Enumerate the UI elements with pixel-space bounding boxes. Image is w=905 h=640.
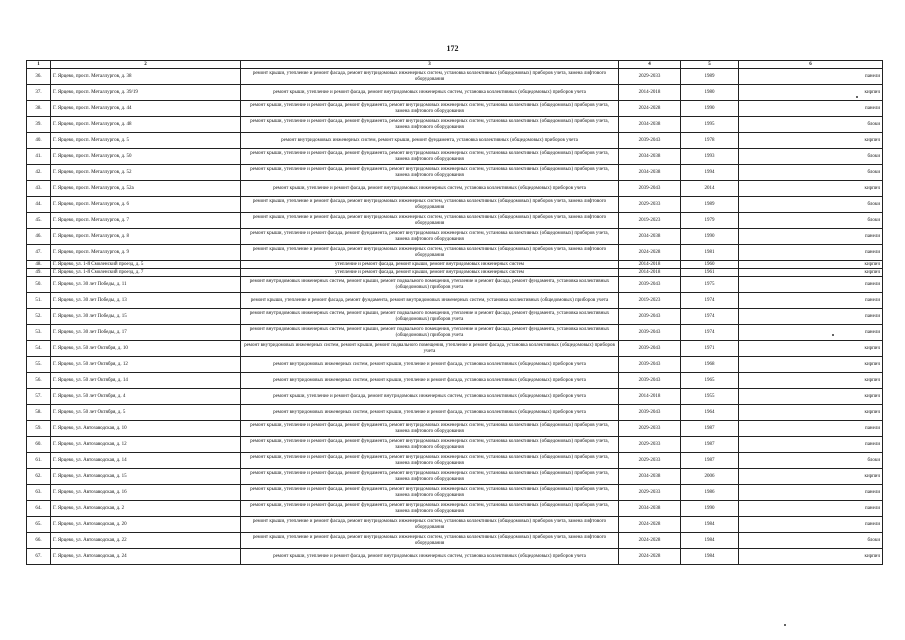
row-address: Г. Ярцево, ул. 30 лет Победы, д. 15	[51, 309, 241, 325]
row-works: ремонт внутридомовых инженерных систем, ремонт крыши, ремонт подвального помещения, утепление и ремонт фасада, ремонт фундамента, установка коллективных (общедомовых) приборов учета	[241, 325, 619, 341]
row-works: ремонт крыши, утепление и ремонт фасада, ремонт внутридомовых инженерных систем, установка коллективных (общедомовых) приборов учета	[241, 389, 619, 405]
row-number: 47.	[27, 245, 51, 261]
row-year: 1978	[681, 133, 739, 149]
row-year: 1987	[681, 453, 739, 469]
row-material: панели	[739, 245, 883, 261]
row-year: 1968	[681, 357, 739, 373]
row-year: 1989	[681, 197, 739, 213]
row-period: 2039-2043	[619, 325, 681, 341]
row-works: ремонт крыши, утепление и ремонт фасада, ремонт внутридомовых инженерных систем, установка коллективных (общедомовых) приборов учета, замена лифтового оборудования	[241, 197, 619, 213]
row-year: 1979	[681, 213, 739, 229]
row-material: кирпич	[739, 469, 883, 485]
row-material: блоки	[739, 149, 883, 165]
row-material: кирпич	[739, 357, 883, 373]
row-period: 2019-2023	[619, 213, 681, 229]
row-period: 2039-2043	[619, 133, 681, 149]
row-period: 2019-2023	[619, 293, 681, 309]
row-year: 1981	[681, 245, 739, 261]
table-row	[27, 277, 883, 293]
row-number: 46.	[27, 229, 51, 245]
row-year: 2006	[681, 469, 739, 485]
row-number: 60.	[27, 437, 51, 453]
table-row	[27, 261, 883, 269]
row-material: кирпич	[739, 389, 883, 405]
table-row	[27, 373, 883, 389]
row-material: панели	[739, 437, 883, 453]
row-year: 2014	[681, 181, 739, 197]
row-number: 67.	[27, 549, 51, 565]
row-period: 2024-2028	[619, 517, 681, 533]
row-number: 39.	[27, 117, 51, 133]
row-year: 1975	[681, 277, 739, 293]
row-works: ремонт внутридомовых инженерных систем, ремонт крыши, ремонт подвального помещения, утепление и ремонт фасада, установка коллективных (общедомовых) приборов учета	[241, 341, 619, 357]
row-material: панели	[739, 229, 883, 245]
row-address: Г. Ярцево, ул. 30 лет Победы, д. 17	[51, 325, 241, 341]
row-year: 1974	[681, 309, 739, 325]
row-material: кирпич	[739, 261, 883, 269]
row-address: Г. Ярцево, просп. Металлургов, д. 52а	[51, 181, 241, 197]
row-number: 42.	[27, 165, 51, 181]
row-period: 2034-2038	[619, 501, 681, 517]
row-works: ремонт крыши, утепление и ремонт фасада, ремонт внутридомовых инженерных систем, установка коллективных (общедомовых) приборов учета, замена лифтового оборудования	[241, 533, 619, 549]
row-address: Г. Ярцево, просп. Металлургов, д. 38	[51, 69, 241, 85]
table-row	[27, 485, 883, 501]
row-year: 1990	[681, 101, 739, 117]
row-address: Г. Ярцево, ул. 30 лет Победы, д. 13	[51, 293, 241, 309]
row-material: панели	[739, 485, 883, 501]
scan-speck	[784, 624, 786, 626]
column-number: 2	[51, 61, 241, 69]
row-works: ремонт крыши, утепление и ремонт фасада, ремонт внутридомовых инженерных систем, установка коллективных (общедомовых) приборов учета, замена лифтового оборудования	[241, 69, 619, 85]
row-year: 1994	[681, 165, 739, 181]
table-row	[27, 501, 883, 517]
row-address: Г. Ярцево, ул. Автозаводская, д. 10	[51, 421, 241, 437]
table-row	[27, 101, 883, 117]
row-works: ремонт крыши, утепление и ремонт фасада, ремонт фундамента, ремонт внутридомовых инженерных систем, установка коллективных (общедомовых) приборов учета, замена лифтового оборудования	[241, 469, 619, 485]
row-works: ремонт крыши, утепление и ремонт фасада, ремонт внутридомовых инженерных систем, установка коллективных (общедомовых) приборов учета	[241, 85, 619, 101]
row-material: панели	[739, 69, 883, 85]
row-year: 1989	[681, 69, 739, 85]
row-works: ремонт внутридомовых инженерных систем, ремонт крыши, утепление и ремонт фасада, установка коллективных (общедомовых) приборов учета	[241, 405, 619, 421]
row-address: Г. Ярцево, ул. 50 лет Октября, д. 10	[51, 341, 241, 357]
row-number: 48.	[27, 261, 51, 269]
table-body	[27, 61, 883, 565]
row-works: ремонт крыши, утепление и ремонт фасада, ремонт фундамента, ремонт внутридомовых инженерных систем, установка коллективных (общедомовых) приборов учета, замена лифтового оборудования	[241, 165, 619, 181]
table-row	[27, 149, 883, 165]
row-works: ремонт крыши, утепление и ремонт фасада, ремонт внутридомовых инженерных систем, установка коллективных (общедомовых) приборов учета	[241, 549, 619, 565]
row-year: 1984	[681, 533, 739, 549]
row-address: Г. Ярцево, просп. Металлургов, д. 39/19	[51, 85, 241, 101]
row-period: 2034-2038	[619, 229, 681, 245]
row-period: 2029-2033	[619, 437, 681, 453]
row-address: Г. Ярцево, ул. 50 лет Октября, д. 12	[51, 357, 241, 373]
row-works: ремонт крыши, утепление и ремонт фасада, ремонт фундамента, ремонт внутридомовых инженерных систем, установка коллективных (общедомовых) приборов учета, замена лифтового оборудования	[241, 453, 619, 469]
row-works: ремонт крыши, утепление и ремонт фасада, ремонт фундамента, ремонт внутридомовых инженерных систем, установка коллективных (общедомовых) приборов учета, замена лифтового оборудования	[241, 117, 619, 133]
row-period: 2029-2033	[619, 421, 681, 437]
row-address: Г. Ярцево, ул. 50 лет Октября, д. 5	[51, 405, 241, 421]
row-address: Г. Ярцево, ул. 30 лет Победы, д. 11	[51, 277, 241, 293]
table-row	[27, 437, 883, 453]
row-period: 2039-2043	[619, 373, 681, 389]
row-number: 59.	[27, 421, 51, 437]
row-period: 2024-2028	[619, 533, 681, 549]
table-row	[27, 269, 883, 277]
page-number: 172	[446, 44, 459, 53]
row-material: кирпич	[739, 373, 883, 389]
row-number: 44.	[27, 197, 51, 213]
row-material: панели	[739, 421, 883, 437]
row-material: панели	[739, 517, 883, 533]
row-address: Г. Ярцево, ул. 1-й Смоленский проезд, д. 5	[51, 261, 241, 269]
row-year: 1964	[681, 405, 739, 421]
row-address: Г. Ярцево, просп. Металлургов, д. 9	[51, 245, 241, 261]
row-works: утепление и ремонт фасада, ремонт крыши, ремонт внутридомовых инженерных систем	[241, 261, 619, 269]
row-number: 49.	[27, 269, 51, 277]
row-works: ремонт крыши, утепление и ремонт фасада, ремонт фундамента, ремонт внутридомовых инженерных систем, установка коллективных (общедомовых) приборов учета, замена лифтового оборудования	[241, 149, 619, 165]
row-period: 2034-2038	[619, 469, 681, 485]
row-period: 2039-2043	[619, 357, 681, 373]
row-period: 2029-2033	[619, 69, 681, 85]
row-period: 2039-2043	[619, 341, 681, 357]
row-material: блоки	[739, 165, 883, 181]
row-address: Г. Ярцево, просп. Металлургов, д. 6	[51, 197, 241, 213]
row-period: 2039-2043	[619, 309, 681, 325]
row-period: 2024-2028	[619, 245, 681, 261]
table-row	[27, 85, 883, 101]
table-row	[27, 341, 883, 357]
row-address: Г. Ярцево, ул. Автозаводская, д. 2	[51, 501, 241, 517]
row-year: 1995	[681, 117, 739, 133]
row-works: ремонт крыши, утепление и ремонт фасада, ремонт фундамента, ремонт внутридомовых инженерных систем, установка коллективных (общедомовых) приборов учета, замена лифтового оборудования	[241, 421, 619, 437]
row-period: 2029-2033	[619, 197, 681, 213]
row-address: Г. Ярцево, ул. Автозаводская, д. 15	[51, 469, 241, 485]
row-number: 43.	[27, 181, 51, 197]
row-number: 64.	[27, 501, 51, 517]
table-row	[27, 229, 883, 245]
row-number: 38.	[27, 101, 51, 117]
table-row	[27, 197, 883, 213]
row-address: Г. Ярцево, просп. Металлургов, д. 5	[51, 133, 241, 149]
row-material: блоки	[739, 117, 883, 133]
table-row	[27, 357, 883, 373]
row-year: 1974	[681, 325, 739, 341]
row-year: 1984	[681, 549, 739, 565]
row-address: Г. Ярцево, ул. Автозаводская, д. 14	[51, 453, 241, 469]
row-number: 61.	[27, 453, 51, 469]
row-address: Г. Ярцево, просп. Металлургов, д. 8	[51, 229, 241, 245]
row-works: ремонт крыши, утепление и ремонт фасада, ремонт внутридомовых инженерных систем, установка коллективных (общедомовых) приборов учета, замена лифтового оборудования	[241, 245, 619, 261]
row-period: 2029-2033	[619, 485, 681, 501]
row-period: 2024-2028	[619, 101, 681, 117]
row-number: 40.	[27, 133, 51, 149]
row-material: кирпич	[739, 85, 883, 101]
row-number: 52.	[27, 309, 51, 325]
row-number: 51.	[27, 293, 51, 309]
row-works: ремонт крыши, утепление и ремонт фасада, ремонт фундамента, ремонт внутридомовых инженерных систем, установка коллективных (общедомовых) приборов учета	[241, 293, 619, 309]
row-material: панели	[739, 325, 883, 341]
row-material: кирпич	[739, 181, 883, 197]
row-number: 63.	[27, 485, 51, 501]
row-period: 2014-2018	[619, 389, 681, 405]
row-number: 58.	[27, 405, 51, 421]
row-year: 1960	[681, 261, 739, 269]
row-year: 1993	[681, 149, 739, 165]
row-material: кирпич	[739, 405, 883, 421]
row-address: Г. Ярцево, просп. Металлургов, д. 7	[51, 213, 241, 229]
row-address: Г. Ярцево, ул. 1-й Смоленский проезд, д. 7	[51, 269, 241, 277]
row-period: 2014-2018	[619, 85, 681, 101]
table-row	[27, 533, 883, 549]
column-number: 6	[739, 61, 883, 69]
row-period: 2024-2028	[619, 549, 681, 565]
row-year: 1990	[681, 229, 739, 245]
row-number: 54.	[27, 341, 51, 357]
table-row	[27, 309, 883, 325]
row-material: блоки	[739, 213, 883, 229]
table-row	[27, 517, 883, 533]
row-number: 55.	[27, 357, 51, 373]
scan-speck	[856, 96, 858, 98]
row-material: панели	[739, 293, 883, 309]
column-number: 1	[27, 61, 51, 69]
row-works: ремонт крыши, утепление и ремонт фасада, ремонт внутридомовых инженерных систем, установка коллективных (общедомовых) приборов учета, замена лифтового оборудования	[241, 517, 619, 533]
row-period: 2034-2038	[619, 165, 681, 181]
table-row	[27, 293, 883, 309]
row-period: 2034-2038	[619, 149, 681, 165]
row-material: панели	[739, 309, 883, 325]
table-row	[27, 69, 883, 85]
row-works: ремонт крыши, утепление и ремонт фасада, ремонт фундамента, ремонт внутридомовых инженерных систем, установка коллективных (общедомовых) приборов учета, замена лифтового оборудования	[241, 101, 619, 117]
row-number: 41.	[27, 149, 51, 165]
row-number: 56.	[27, 373, 51, 389]
row-works: ремонт внутридомовых инженерных систем, ремонт крыши, ремонт подвального помещения, утепление и ремонт фасада, ремонт фундамента, установка коллективных (общедомовых) приборов учета	[241, 309, 619, 325]
row-address: Г. Ярцево, ул. Автозаводская, д. 20	[51, 517, 241, 533]
table-row	[27, 549, 883, 565]
row-year: 1987	[681, 421, 739, 437]
buildings-table	[26, 60, 883, 565]
row-works: ремонт внутридомовых инженерных систем, ремонт крыши, утепление и ремонт фасада, установка коллективных (общедомовых) приборов учета	[241, 357, 619, 373]
row-period: 2034-2038	[619, 117, 681, 133]
row-year: 1987	[681, 437, 739, 453]
column-number: 5	[681, 61, 739, 69]
row-year: 1971	[681, 341, 739, 357]
row-year: 1965	[681, 373, 739, 389]
row-address: Г. Ярцево, ул. 50 лет Октября, д. 4	[51, 389, 241, 405]
table-row	[27, 405, 883, 421]
row-works: ремонт крыши, утепление и ремонт фасада, ремонт фундамента, ремонт внутридомовых инженерных систем, установка коллективных (общедомовых) приборов учета, замена лифтового оборудования	[241, 437, 619, 453]
row-period: 2039-2043	[619, 405, 681, 421]
row-period: 2014-2018	[619, 269, 681, 277]
row-number: 37.	[27, 85, 51, 101]
row-material: кирпич	[739, 549, 883, 565]
row-material: панели	[739, 277, 883, 293]
row-number: 50.	[27, 277, 51, 293]
column-number: 4	[619, 61, 681, 69]
row-address: Г. Ярцево, просп. Металлургов, д. 48	[51, 117, 241, 133]
row-material: блоки	[739, 197, 883, 213]
table-row	[27, 165, 883, 181]
row-address: Г. Ярцево, ул. 50 лет Октября, д. 14	[51, 373, 241, 389]
row-year: 1990	[681, 501, 739, 517]
table-row	[27, 469, 883, 485]
row-works: ремонт крыши, утепление и ремонт фасада, ремонт фундамента, ремонт внутридомовых инженерных систем, установка коллективных (общедомовых) приборов учета, замена лифтового оборудования	[241, 485, 619, 501]
row-material: панели	[739, 501, 883, 517]
row-material: кирпич	[739, 269, 883, 277]
row-year: 1980	[681, 85, 739, 101]
row-material: панели	[739, 101, 883, 117]
row-number: 66.	[27, 533, 51, 549]
row-number: 36.	[27, 69, 51, 85]
row-works: ремонт внутридомовых инженерных систем, ремонт крыши, ремонт подвального помещения, утепление и ремонт фасада, ремонт фундамента, установка коллективных (общедомовых) приборов учета	[241, 277, 619, 293]
row-year: 1986	[681, 485, 739, 501]
row-year: 1961	[681, 269, 739, 277]
table-row	[27, 245, 883, 261]
row-works: ремонт внутридомовых инженерных систем, ремонт крыши, ремонт фундамента, установка коллективных (общедомовых) приборов учета	[241, 133, 619, 149]
row-works: ремонт крыши, утепление и ремонт фасада, ремонт внутридомовых инженерных систем, установка коллективных (общедомовых) приборов учета, замена лифтового оборудования	[241, 213, 619, 229]
row-period: 2039-2043	[619, 277, 681, 293]
table-row	[27, 421, 883, 437]
table-row	[27, 133, 883, 149]
row-works: ремонт крыши, утепление и ремонт фасада, ремонт внутридомовых инженерных систем, установка коллективных (общедомовых) приборов учета	[241, 181, 619, 197]
table-row	[27, 181, 883, 197]
row-number: 57.	[27, 389, 51, 405]
scan-speck	[832, 334, 834, 336]
row-address: Г. Ярцево, ул. Автозаводская, д. 22	[51, 533, 241, 549]
row-material: блоки	[739, 533, 883, 549]
row-number: 53.	[27, 325, 51, 341]
column-number-row	[27, 61, 883, 69]
row-number: 45.	[27, 213, 51, 229]
row-material: кирпич	[739, 133, 883, 149]
row-period: 2039-2043	[619, 181, 681, 197]
row-works: ремонт внутридомовых инженерных систем, ремонт крыши, утепление и ремонт фасада, установка коллективных (общедомовых) приборов учета	[241, 373, 619, 389]
row-period: 2014-2018	[619, 261, 681, 269]
row-address: Г. Ярцево, просп. Металлургов, д. 44	[51, 101, 241, 117]
row-address: Г. Ярцево, ул. Автозаводская, д. 16	[51, 485, 241, 501]
row-number: 65.	[27, 517, 51, 533]
table-row	[27, 325, 883, 341]
row-address: Г. Ярцево, просп. Металлургов, д. 52	[51, 165, 241, 181]
table-row	[27, 389, 883, 405]
row-number: 62.	[27, 469, 51, 485]
row-address: Г. Ярцево, просп. Металлургов, д. 50	[51, 149, 241, 165]
row-year: 1955	[681, 389, 739, 405]
row-address: Г. Ярцево, ул. Автозаводская, д. 12	[51, 437, 241, 453]
column-number: 3	[241, 61, 619, 69]
row-works: ремонт крыши, утепление и ремонт фасада, ремонт фундамента, ремонт внутридомовых инженерных систем, установка коллективных (общедомовых) приборов учета, замена лифтового оборудования	[241, 229, 619, 245]
row-period: 2029-2033	[619, 453, 681, 469]
row-material: кирпич	[739, 341, 883, 357]
table-row	[27, 453, 883, 469]
table-row	[27, 117, 883, 133]
table-row	[27, 213, 883, 229]
row-year: 1974	[681, 293, 739, 309]
row-year: 1984	[681, 517, 739, 533]
row-address: Г. Ярцево, ул. Автозаводская, д. 24	[51, 549, 241, 565]
row-material: блоки	[739, 453, 883, 469]
row-works: утепление и ремонт фасада, ремонт крыши, ремонт внутридомовых инженерных систем	[241, 269, 619, 277]
row-works: ремонт крыши, утепление и ремонт фасада, ремонт фундамента, ремонт внутридомовых инженерных систем, установка коллективных (общедомовых) приборов учета, замена лифтового оборудования	[241, 501, 619, 517]
